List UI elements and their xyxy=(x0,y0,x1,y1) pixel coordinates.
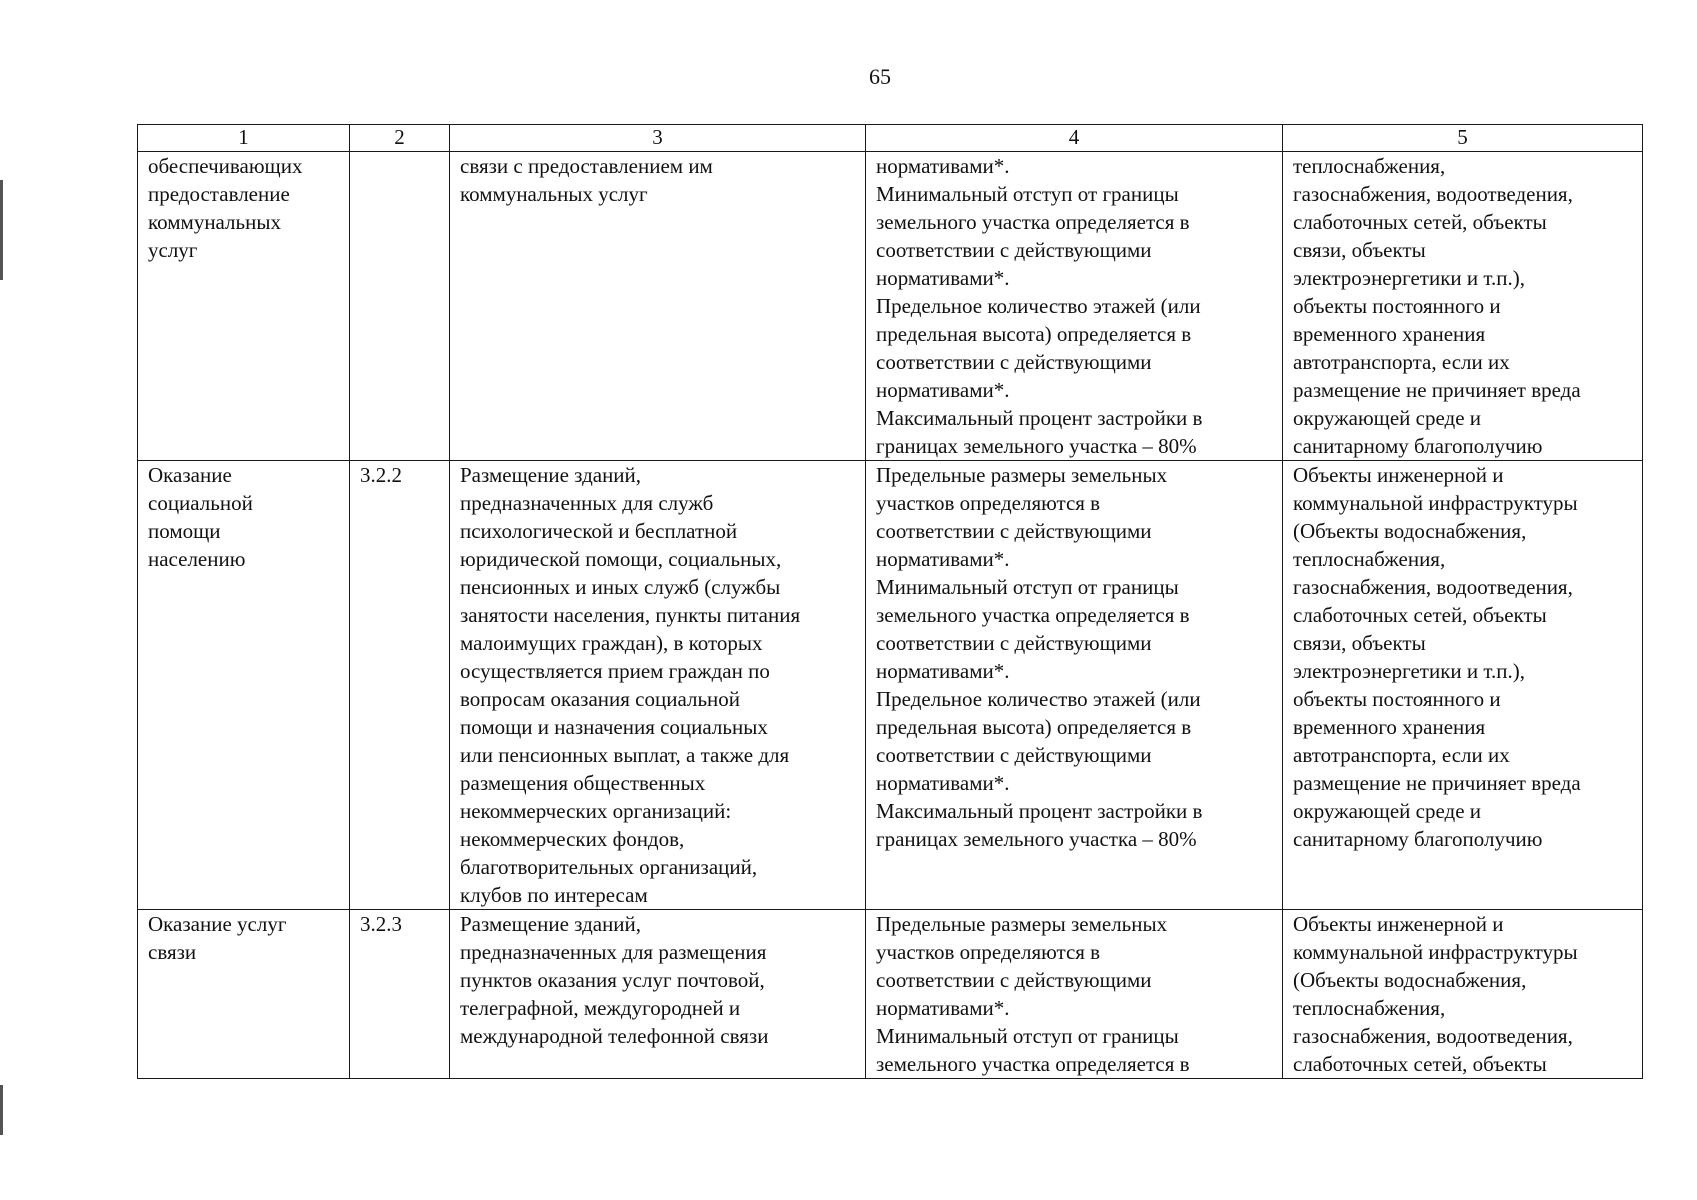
table-header-row xyxy=(138,125,1643,152)
parameters-cell: Предельные размеры земельных участков определяются в соответствии с действующими нормативами*. Минимальный отступ от границы земельного участка определяется в соответствии с действующими нормативами*. Предельное количество этажей (или предельная высота) определяется в соответствии с действующими нормативами*. Максимальный процент застройки в границах земельного участка – 80% xyxy=(866,461,1283,910)
auxiliary-uses-cell: Объекты инженерной и коммунальной инфраструктуры (Объекты водоснабжения, теплоснабжения, газоснабжения, водоотведения, слаботочных сетей, объекты связи, объекты электроэнергетики и т.п.), объекты постоянного и временного хранения автотранспорта, если их размещение не причиняет вреда окружающей среде и санитарному благополучию xyxy=(1283,461,1643,910)
table-row xyxy=(138,910,1643,1079)
land-use-description-cell: Размещение зданий, предназначенных для размещения пунктов оказания услуг почтовой, телеграфной, междугородней и международной телефонной связи xyxy=(450,910,866,1079)
land-use-name-cell: обеспечивающих предоставление коммунальных услуг xyxy=(138,152,350,461)
table-row xyxy=(138,461,1643,910)
land-use-name-cell: Оказание социальной помощи населению xyxy=(138,461,350,910)
column-header: 2 xyxy=(350,125,450,152)
auxiliary-uses-cell: теплоснабжения, газоснабжения, водоотведения, слаботочных сетей, объекты связи, объекты электроэнергетики и т.п.), объекты постоянного и временного хранения автотранспорта, если их размещение не причиняет вреда окружающей среде и санитарному благополучию xyxy=(1283,152,1643,461)
parameters-cell: нормативами*. Минимальный отступ от границы земельного участка определяется в соответствии с действующими нормативами*. Предельное количество этажей (или предельная высота) определяется в соответствии с действующими нормативами*. Максимальный процент застройки в границах земельного участка – 80% xyxy=(866,152,1283,461)
column-header: 4 xyxy=(866,125,1283,152)
land-use-name-cell: Оказание услуг связи xyxy=(138,910,350,1079)
auxiliary-uses-cell: Объекты инженерной и коммунальной инфраструктуры (Объекты водоснабжения, теплоснабжения, газоснабжения, водоотведения, слаботочных сетей, объекты xyxy=(1283,910,1643,1079)
land-use-code-cell xyxy=(350,152,450,461)
land-use-code-cell: 3.2.2 xyxy=(350,461,450,910)
land-use-code-cell: 3.2.3 xyxy=(350,910,450,1079)
column-header: 3 xyxy=(450,125,866,152)
zoning-table xyxy=(137,124,1643,1079)
table-row xyxy=(138,152,1643,461)
page-number: 65 xyxy=(869,64,891,89)
scan-edge-mark xyxy=(0,1085,3,1135)
scan-edge-mark xyxy=(0,180,3,280)
column-header: 1 xyxy=(138,125,350,152)
land-use-description-cell: связи с предоставлением им коммунальных услуг xyxy=(450,152,866,461)
parameters-cell: Предельные размеры земельных участков определяются в соответствии с действующими нормативами*. Минимальный отступ от границы земельного участка определяется в xyxy=(866,910,1283,1079)
column-header: 5 xyxy=(1283,125,1643,152)
land-use-description-cell: Размещение зданий, предназначенных для служб психологической и бесплатной юридической помощи, социальных, пенсионных и иных служб (службы занятости населения, пункты питания малоимущих граждан), в которых осуществляется прием граждан по вопросам оказания социальной помощи и назначения социальных или пенсионных выплат, а также для размещения общественных некоммерческих организаций: некоммерческих фондов, благотворительных организаций, клубов по интересам xyxy=(450,461,866,910)
